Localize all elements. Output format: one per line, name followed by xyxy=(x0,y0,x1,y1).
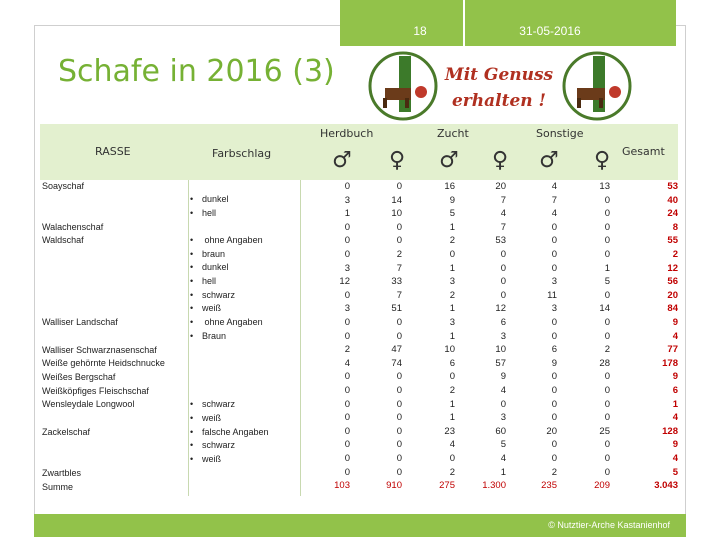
female-symbol-sonstige: ♀ xyxy=(593,148,611,173)
color-item: • hell xyxy=(190,276,217,286)
table-cell: 0 xyxy=(551,235,557,247)
color-item: • weiß xyxy=(190,454,222,464)
table-cell: 0 xyxy=(551,412,557,424)
table-cell: 3 xyxy=(449,276,455,288)
logo-text-1: Mit Genuss xyxy=(444,65,554,85)
total-cell: 12 xyxy=(667,262,678,274)
total-cell: 2 xyxy=(672,249,678,260)
breed-label: Wensleydale Longwool xyxy=(42,399,135,409)
table-cell: 1 xyxy=(449,262,455,274)
table-cell: 0 xyxy=(604,412,610,424)
table-cell: 25 xyxy=(599,425,610,437)
table-cell: 0 xyxy=(396,235,402,247)
table-cell: 0 xyxy=(500,249,506,260)
breed-label: Soayschaf xyxy=(42,181,85,191)
breed-label: Weißköpfiges Fleischschaf xyxy=(42,386,149,396)
footer-copyright: © Nutztier-Arche Kastanienhof xyxy=(548,520,670,530)
slide-number: 18 xyxy=(413,24,427,38)
sum-cell: 910 xyxy=(386,480,402,492)
total-cell: 77 xyxy=(667,344,678,356)
total-cell: 4 xyxy=(672,330,678,342)
table-cell: 7 xyxy=(500,221,506,233)
total-cell: 128 xyxy=(662,425,678,437)
table-cell: 14 xyxy=(599,303,610,315)
table-cell: 0 xyxy=(396,412,402,424)
table-cell: 5 xyxy=(449,208,455,220)
table-cell: 0 xyxy=(396,371,402,383)
table-cell: 0 xyxy=(396,398,402,410)
table-cell: 2 xyxy=(344,344,350,356)
total-cell: 9 xyxy=(672,317,678,328)
table-cell: 1 xyxy=(449,398,455,410)
table-cell: 0 xyxy=(396,221,402,233)
table-cell: 9 xyxy=(551,357,557,369)
table-cell: 0 xyxy=(604,330,610,342)
table-cell: 28 xyxy=(599,357,610,369)
breed-label: Zackelschaf xyxy=(42,427,91,437)
logo-image xyxy=(365,50,685,122)
table-cell: 0 xyxy=(396,439,402,451)
table-cell: 9 xyxy=(500,371,506,383)
color-item: • ohne Angaben xyxy=(190,235,263,245)
total-cell: 8 xyxy=(672,221,678,233)
color-item: • Braun xyxy=(190,331,227,341)
table-cell: 3 xyxy=(551,276,557,288)
table-cell: 23 xyxy=(444,425,455,437)
breed-label: Weiße gehörnte Heidschnucke xyxy=(42,358,165,368)
table-cell: 12 xyxy=(339,276,350,288)
color-item: • dunkel xyxy=(190,262,229,272)
slide-date: 31-05-2016 xyxy=(519,24,581,38)
table-cell: 3 xyxy=(449,317,455,328)
table-cell: 4 xyxy=(551,181,557,192)
col-header-zucht: Zucht xyxy=(437,127,469,140)
table-cell: 0 xyxy=(344,412,350,424)
table-cell: 60 xyxy=(495,425,506,437)
table-cell: 0 xyxy=(604,317,610,328)
table-cell: 0 xyxy=(604,439,610,451)
table-cell: 4 xyxy=(449,439,455,451)
table-cell: 3 xyxy=(344,303,350,315)
table-cell: 0 xyxy=(604,194,610,206)
table-cell: 51 xyxy=(391,303,402,315)
total-cell: 4 xyxy=(672,412,678,424)
total-cell: 1 xyxy=(672,398,678,410)
table-cell: 0 xyxy=(344,289,350,301)
total-cell: 5 xyxy=(672,466,678,478)
total-cell: 20 xyxy=(667,289,678,301)
table-cell: 47 xyxy=(391,344,402,356)
table-cell: 4 xyxy=(344,357,350,369)
table-cell: 0 xyxy=(396,317,402,328)
table-cell: 0 xyxy=(344,181,350,192)
table-cell: 0 xyxy=(604,385,610,396)
color-item: • dunkel xyxy=(190,194,229,204)
table-cell: 1 xyxy=(449,330,455,342)
table-cell: 6 xyxy=(551,344,557,356)
table-cell: 2 xyxy=(551,466,557,478)
sum-cell: 103 xyxy=(334,480,350,492)
table-cell: 3 xyxy=(344,194,350,206)
table-cell: 0 xyxy=(604,398,610,410)
col-header-herdbuch: Herdbuch xyxy=(320,127,374,140)
table-cell: 0 xyxy=(604,371,610,383)
table-cell: 10 xyxy=(495,344,506,356)
table-cell: 0 xyxy=(500,276,506,288)
table-cell: 0 xyxy=(500,398,506,410)
table-cell: 0 xyxy=(551,317,557,328)
color-item: • schwarz xyxy=(190,440,236,450)
table-cell: 0 xyxy=(604,208,610,220)
breed-label: Walliser Landschaf xyxy=(42,317,118,327)
table-cell: 7 xyxy=(396,289,402,301)
table-cell: 0 xyxy=(604,249,610,260)
table-cell: 2 xyxy=(604,344,610,356)
table-cell: 0 xyxy=(344,235,350,247)
table-cell: 3 xyxy=(500,412,506,424)
table-cell: 0 xyxy=(500,262,506,274)
table-cell: 10 xyxy=(391,208,402,220)
table-cell: 0 xyxy=(396,425,402,437)
table-cell: 0 xyxy=(551,453,557,464)
table-cell: 7 xyxy=(500,194,506,206)
col-header-sonstige: Sonstige xyxy=(536,127,584,140)
table-cell: 0 xyxy=(396,453,402,464)
breed-label: Waldschaf xyxy=(42,235,84,245)
table-cell: 14 xyxy=(391,194,402,206)
table-cell: 10 xyxy=(444,344,455,356)
table-cell: 0 xyxy=(396,181,402,192)
color-item: • schwarz xyxy=(190,290,236,300)
color-item: • hell xyxy=(190,208,217,218)
table-cell: 0 xyxy=(344,249,350,260)
table-cell: 0 xyxy=(551,385,557,396)
table-cell: 0 xyxy=(604,453,610,464)
table-cell: 0 xyxy=(551,330,557,342)
table-cell: 0 xyxy=(344,317,350,328)
table-cell: 12 xyxy=(495,303,506,315)
table-cell: 7 xyxy=(396,262,402,274)
table-cell: 0 xyxy=(449,371,455,383)
breed-label: Zwartbles xyxy=(42,468,82,478)
table-cell: 1 xyxy=(344,208,350,220)
table-cell: 0 xyxy=(344,466,350,478)
table-cell: 53 xyxy=(495,235,506,247)
table-cell: 0 xyxy=(344,425,350,437)
table-cell: 74 xyxy=(391,357,402,369)
sum-cell: 235 xyxy=(541,480,557,492)
table-cell: 4 xyxy=(500,385,506,396)
table-cell: 2 xyxy=(449,385,455,396)
table-cell: 0 xyxy=(344,221,350,233)
table-cell: 57 xyxy=(495,357,506,369)
table-cell: 1 xyxy=(449,303,455,315)
table-cell: 20 xyxy=(495,181,506,192)
logo-text-2: erhalten ! xyxy=(451,91,547,111)
total-cell: 84 xyxy=(667,303,678,315)
table-cell: 3 xyxy=(344,262,350,274)
table-cell: 33 xyxy=(391,276,402,288)
table-cell: 2 xyxy=(449,289,455,301)
table-cell: 13 xyxy=(599,181,610,192)
divider xyxy=(300,180,301,496)
sum-cell: 1.300 xyxy=(482,480,506,492)
total-cell: 40 xyxy=(667,194,678,206)
breed-label: Weißes Bergschaf xyxy=(42,372,116,382)
color-item: • braun xyxy=(190,249,226,259)
page-title: Schafe in 2016 (3) xyxy=(58,54,335,89)
total-cell: 53 xyxy=(667,181,678,192)
color-item: • schwarz xyxy=(190,399,236,409)
table-cell: 0 xyxy=(449,453,455,464)
table-cell: 20 xyxy=(546,425,557,437)
col-header-gesamt: Gesamt xyxy=(622,145,665,158)
table-cell: 0 xyxy=(604,466,610,478)
table-cell: 9 xyxy=(449,194,455,206)
total-cell: 55 xyxy=(667,235,678,247)
table-cell: 1 xyxy=(449,412,455,424)
header-separator xyxy=(463,0,465,46)
table-cell: 0 xyxy=(551,262,557,274)
total-cell: 6 xyxy=(672,385,678,396)
table-cell: 0 xyxy=(551,371,557,383)
table-cell: 6 xyxy=(449,357,455,369)
table-cell: 4 xyxy=(500,208,506,220)
table-cell: 2 xyxy=(449,466,455,478)
total-cell: 56 xyxy=(667,276,678,288)
color-item: • weiß xyxy=(190,413,222,423)
table-cell: 5 xyxy=(604,276,610,288)
table-cell: 4 xyxy=(551,208,557,220)
table-cell: 0 xyxy=(396,466,402,478)
female-symbol-zucht: ♀ xyxy=(491,148,509,173)
table-cell: 0 xyxy=(344,385,350,396)
table-cell: 0 xyxy=(344,398,350,410)
male-symbol-zucht: ♂ xyxy=(439,148,459,173)
female-symbol-herdbuch: ♀ xyxy=(388,148,406,173)
table-cell: 1 xyxy=(604,262,610,274)
table-cell: 0 xyxy=(551,439,557,451)
table-cell: 0 xyxy=(604,235,610,247)
table-cell: 16 xyxy=(444,181,455,192)
sum-cell: 3.043 xyxy=(654,480,678,492)
top-bar xyxy=(0,0,720,48)
table-cell: 1 xyxy=(500,466,506,478)
table-cell: 3 xyxy=(500,330,506,342)
total-cell: 9 xyxy=(672,371,678,383)
table-cell: 0 xyxy=(344,371,350,383)
total-cell: 24 xyxy=(667,208,678,220)
sum-cell: 209 xyxy=(594,480,610,492)
table-cell: 0 xyxy=(551,249,557,260)
table-cell: 11 xyxy=(547,289,557,301)
total-cell: 9 xyxy=(672,439,678,451)
col-header-rasse: RASSE xyxy=(95,145,131,158)
color-item: • ohne Angaben xyxy=(190,317,263,327)
total-cell: 4 xyxy=(672,453,678,464)
male-symbol-herdbuch: ♂ xyxy=(332,148,352,173)
divider xyxy=(188,180,189,496)
table-cell: 0 xyxy=(396,330,402,342)
table-cell: 1 xyxy=(449,221,455,233)
table-cell: 0 xyxy=(344,453,350,464)
table-cell: 4 xyxy=(500,453,506,464)
color-item: • weiß xyxy=(190,303,222,313)
table-cell: 6 xyxy=(500,317,506,328)
table-cell: 0 xyxy=(344,330,350,342)
color-item: • falsche Angaben xyxy=(190,427,269,437)
table-cell: 0 xyxy=(500,289,506,301)
breed-label: Summe xyxy=(42,482,74,492)
header-band xyxy=(340,0,676,46)
table-cell: 2 xyxy=(396,249,402,260)
table-cell: 0 xyxy=(604,289,610,301)
table-cell: 0 xyxy=(396,385,402,396)
sum-cell: 275 xyxy=(439,480,455,492)
table-cell: 0 xyxy=(449,249,455,260)
breed-label: Walliser Schwarznasenschaf xyxy=(42,345,157,355)
col-header-farbschlag: Farbschlag xyxy=(212,147,272,160)
breed-label: Walachenschaf xyxy=(42,222,104,232)
table-cell: 0 xyxy=(344,439,350,451)
table-cell: 7 xyxy=(551,194,557,206)
table-cell: 0 xyxy=(551,221,557,233)
male-symbol-sonstige: ♂ xyxy=(539,148,559,173)
table-cell: 0 xyxy=(551,398,557,410)
table-cell: 0 xyxy=(604,221,610,233)
total-cell: 178 xyxy=(662,357,678,369)
table-cell: 2 xyxy=(449,235,455,247)
table-cell: 5 xyxy=(500,439,506,451)
table-cell: 3 xyxy=(551,303,557,315)
